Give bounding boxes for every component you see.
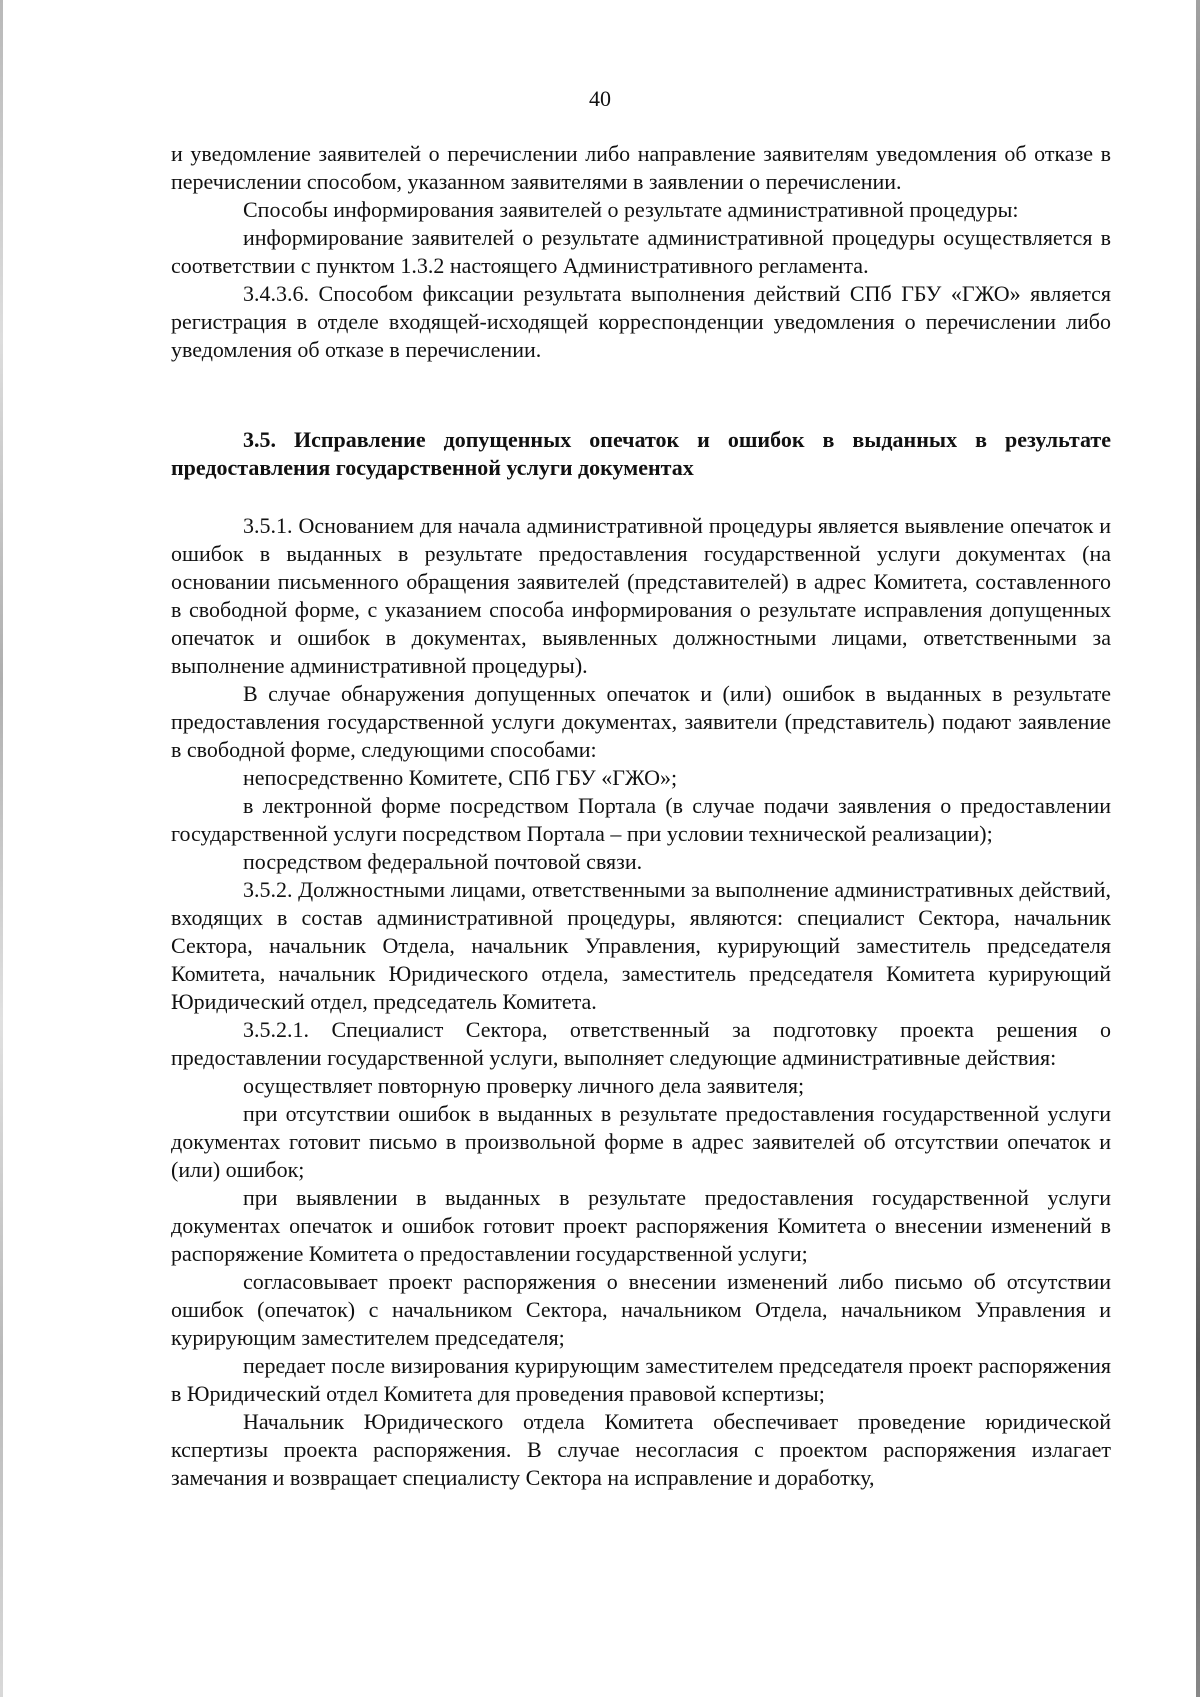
paragraph: в лектронной форме посредством Портала (в случае подачи заявления о предоставлении государственной услуги посредством Портала – при условии технической реализации); [171,793,1111,846]
paragraph: непосредственно Комитете, СПб ГБУ «ГЖО»; [243,765,678,790]
paragraph: согласовывает проект распоряжения о внесении изменений либо письмо об отсутствии ошибок (опечаток) с начальником Сектора, начальником Отдела, начальником Управления и курирующим заместителем председателя; [171,1269,1111,1350]
paragraph: 3.5.1. Основанием для начала административной процедуры является выявление опечаток и ошибок в выданных в результате предоставления государственной услуги документах (на основании письменного обращения заявителей (представителей) в адрес Комитета, составленного в свободной форме, с указанием способа информирования о результате исправления допущенных опечаток и ошибок в документах, выявленных должностными лицами, ответственными за выполнение административной процедуры). [171,513,1111,678]
paragraph: Способы информирования заявителей о результате административной процедуры: [243,197,1019,222]
paragraph: и уведомление заявителей о перечислении либо направление заявителям уведомления об отказе в перечислении способом, указанном заявителями в заявлении о перечислении. [171,141,1111,194]
scan-edge-right [1196,0,1200,1697]
scan-edge-left [0,0,3,1697]
paragraph: при выявлении в выданных в результате предоставления государственной услуги документах опечаток и ошибок готовит проект распоряжения Комитета о внесении изменений в распоряжение Комитета о предоставлении государственной услуги; [171,1185,1111,1266]
paragraph: 3.4.3.6. Способом фиксации результата выполнения действий СПб ГБУ «ГЖО» является регистрация в отделе входящей-исходящей корреспонденции уведомления о перечислении либо уведомления об отказе в перечислении. [171,281,1111,362]
paragraph: посредством федеральной почтовой связи. [243,849,643,874]
paragraph: 3.5.2.1. Специалист Сектора, ответственный за подготовку проекта решения о предоставлении государственной услуги, выполняет следующие административные действия: [171,1017,1111,1070]
paragraph: 3.5.2. Должностными лицами, ответственными за выполнение административных действий, входящих в состав административной процедуры, являются: специалист Сектора, начальник Сектора, начальник Отдела, начальник Управления, курирующий заместитель председателя Комитета, начальник Юридического отдела, заместитель председателя Комитета курирующий Юридический отдел, председатель Комитета. [171,877,1111,1014]
paragraph: Начальник Юридического отдела Комитета обеспечивает проведение юридической кспертизы проекта распоряжения. В случае несогласия с проектом распоряжения излагает замечания и возвращает специалисту Сектора на исправление и доработку, [171,1409,1111,1490]
section-heading: 3.5. Исправление допущенных опечаток и ошибок в выданных в результате предоставления государственной услуги документах [171,427,1111,480]
paragraph: В случае обнаружения допущенных опечаток и (или) ошибок в выданных в результате предоставления государственной услуги документах, заявители (представитель) подают заявление в свободной форме, следующими способами: [171,681,1111,762]
paragraph: информирование заявителей о результате административной процедуры осуществляется в соответствии с пунктом 1.3.2 настоящего Административного регламента. [171,225,1111,278]
paragraph: осуществляет повторную проверку личного дела заявителя; [243,1073,805,1098]
spacer [171,482,1111,512]
spacer [171,364,1111,426]
document-body [171,140,1111,1492]
paragraph: при отсутствии ошибок в выданных в результате предоставления государственной услуги документах готовит письмо в произвольной форме в адрес заявителей об отсутствии опечаток и (или) ошибок; [171,1101,1111,1182]
paragraph: передает после визирования курирующим заместителем председателя проект распоряжения в Юридический отдел Комитета для проведения правовой кспертизы; [171,1353,1111,1406]
page-number: 40 [589,86,611,111]
